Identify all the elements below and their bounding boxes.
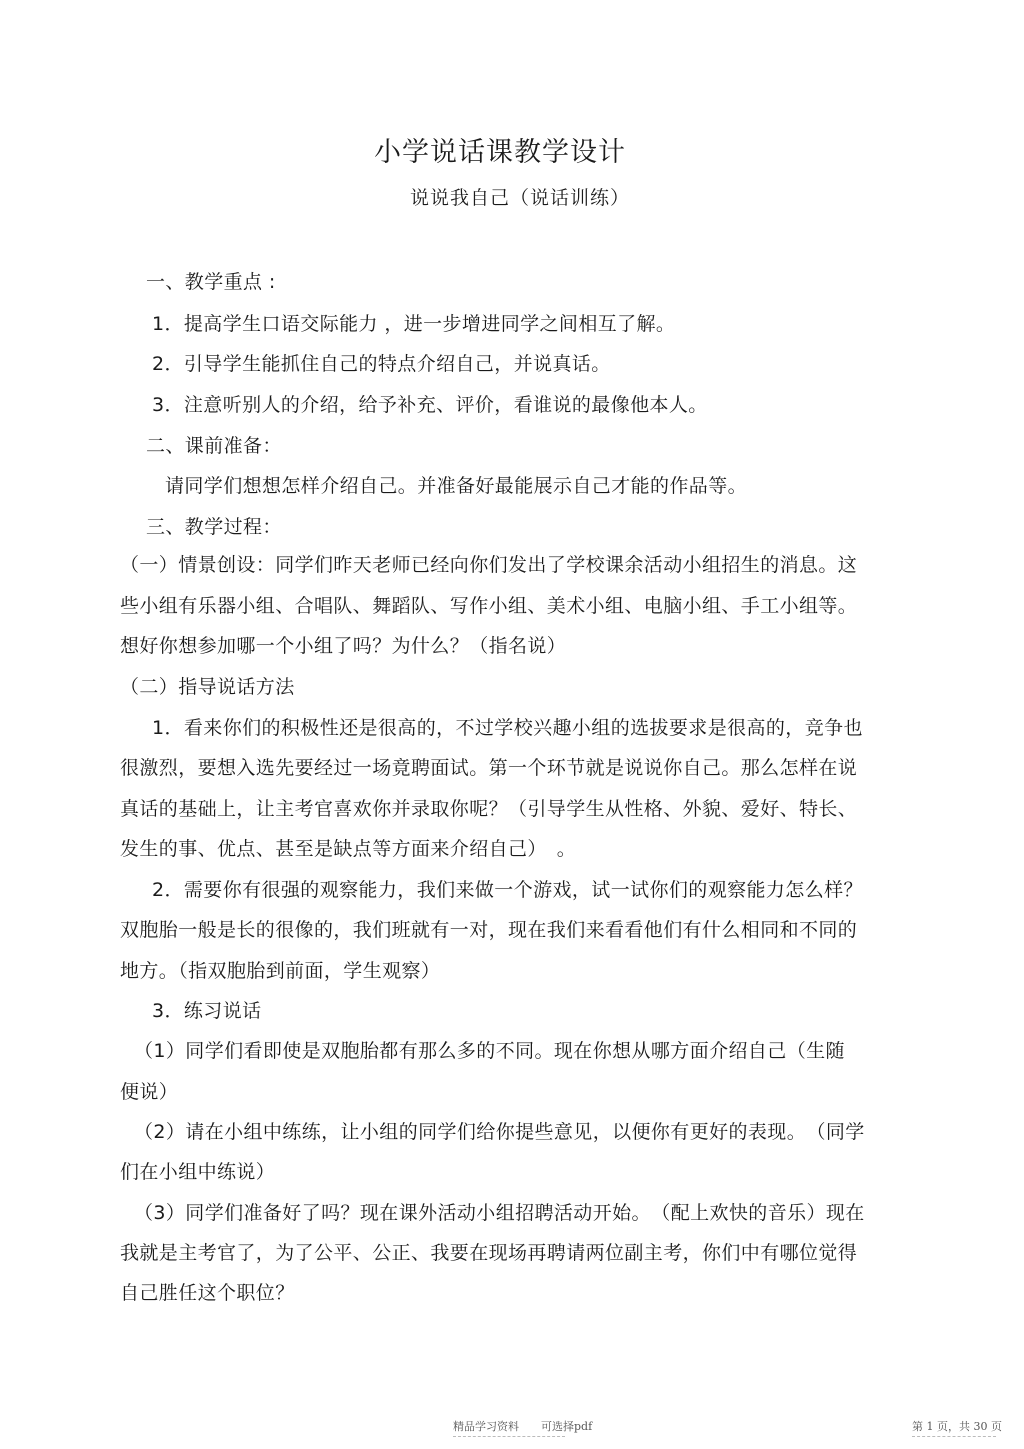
document-subtitle: 说说我自己（说话训练） (409, 187, 630, 209)
text-line: 2．引导学生能抓住自己的特点介绍自己，并说真话。 (152, 353, 611, 375)
text-line: 双胞胎一般是长的很像的，我们班就有一对，现在我们来看看他们有什么相同和不同的 (120, 919, 858, 941)
page-number: 第 1 页，共 30 页 (912, 1420, 1002, 1433)
footer-divider (912, 1436, 996, 1437)
text-line: 很激烈，要想入选先要经过一场竟聘面试。第一个环节就是说说你自己。那么怎样在说 (120, 757, 858, 779)
text-line: 3．注意听别人的介绍，给予补充、评价，看谁说的最像他本人。 (152, 394, 708, 416)
text-line: （2）请在小组中练练，让小组的同学们给你提些意见，以便你有更好的表现。 （同学 (134, 1121, 865, 1143)
text-line: 我就是主考官了，为了公平、公正、我要在现场再聘请两位副主考，你们中有哪位觉得 (120, 1242, 858, 1264)
subsection-heading: （二）指导说话方法 (120, 676, 295, 698)
text-line: （1）同学们看即使是双胞胎都有那么多的不同。现在你想从哪方面介绍自己（生随 (134, 1040, 845, 1062)
text-line: 2．需要你有很强的观察能力，我们来做一个游戏，试一试你们的观察能力怎么样？ (152, 879, 863, 901)
text-line: 请同学们想想怎样介绍自己。并准备好最能展示自己才能的作品等。 (165, 475, 748, 497)
subsection-heading: 3．练习说话 (152, 1000, 262, 1022)
text-line: 真话的基础上，让主考官喜欢你并录取你呢？（引导学生从性格、外貌、爱好、特长、 (120, 798, 858, 820)
text-line: 1．提高学生口语交际能力 ，进一步增进同学之间相互了解。 (152, 313, 676, 335)
text-line: 自己胜任这个职位？ (120, 1282, 295, 1304)
text-line: 些小组有乐器小组、合唱队、舞蹈队、写作小组、美术小组、电脑小组、手工小组等。 (120, 595, 858, 617)
text-line: （一）情景创设：同学们昨天老师已经向你们发出了学校课余活动小组招生的消息。这 (120, 554, 858, 576)
text-line: 想好你想参加哪一个小组了吗？为什么？（指名说） (120, 635, 567, 657)
section-heading: 三、教学过程： (146, 516, 282, 538)
section-heading: 二、课前准备： (146, 435, 282, 457)
document-title: 小学说话课教学设计 (374, 137, 626, 168)
text-line: 地方。（指双胞胎到前面，学生观察） (120, 960, 441, 982)
text-line: 便说） (120, 1081, 179, 1103)
text-line: 们在小组中练说） (120, 1161, 276, 1183)
text-line: 1．看来你们的积极性还是很高的，不过学校兴趣小组的选拔要求是很高的，竞争也 (152, 717, 863, 739)
section-heading: 一、教学重点 : (146, 271, 276, 293)
text-line: （3）同学们准备好了吗？现在课外活动小组招聘活动开始。 （配上欢快的音乐）现在 (134, 1202, 865, 1224)
text-line: 发生的事、优点、甚至是缺点等方面来介绍自己） 。 (120, 838, 577, 860)
footer-divider (453, 1436, 565, 1437)
footer-note: 精品学习资料 可选择pdf (453, 1420, 593, 1433)
